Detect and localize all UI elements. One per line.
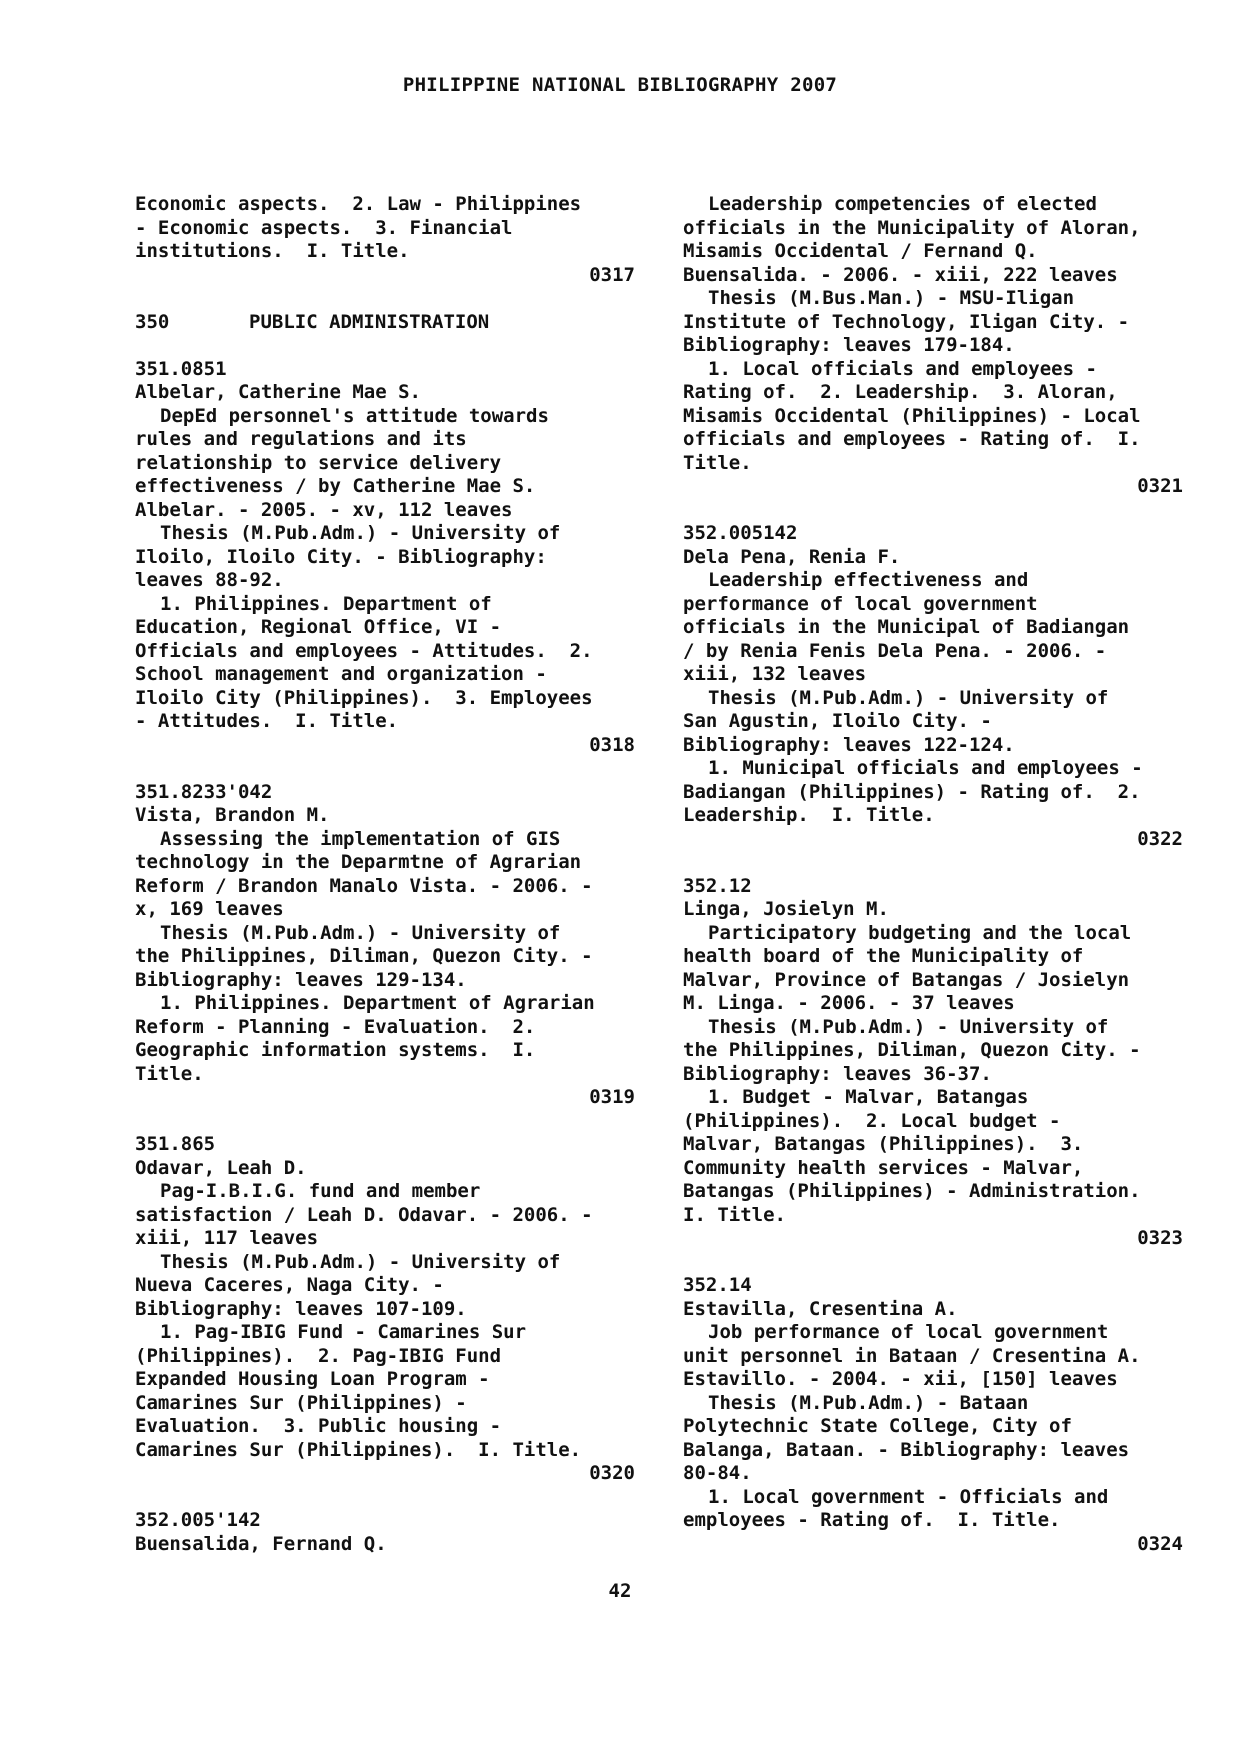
title-line: Estavillo. - 2004. - xii, [150] leaves	[683, 1368, 1118, 1390]
title-line: officials in the Municipality of Aloran,	[683, 216, 1141, 239]
subject-line: I. Title.	[683, 1203, 786, 1226]
note-line: Thesis (M.Bus.Man.) - MSU-Iligan	[708, 287, 1075, 309]
author: Vista, Brandon M.	[135, 804, 330, 826]
subject-line: Community health services - Malvar,	[683, 1156, 1084, 1179]
author: Odavar, Leah D.	[135, 1156, 307, 1179]
right-column	[683, 193, 1183, 1556]
subject-line: Expanded Housing Loan Program -	[135, 1368, 490, 1390]
subject-line: School management and organization -	[135, 663, 547, 685]
continued-entry	[135, 193, 635, 287]
class-number: 352.12	[683, 874, 752, 897]
left-column	[135, 193, 635, 1556]
note-line: Thesis (M.Pub.Adm.) - University of	[708, 1015, 1109, 1038]
subject-line: Malvar, Batangas (Philippines). 3.	[683, 1133, 1084, 1155]
note-line: Thesis (M.Pub.Adm.) - Bataan	[708, 1391, 1029, 1414]
subject-line: Badiangan (Philippines) - Rating of. 2.	[683, 780, 1141, 803]
title-line: Albelar. - 2005. - xv, 112 leaves	[135, 498, 513, 521]
title-line: DepEd personnel's attitude towards	[160, 404, 549, 427]
subject-line: Title.	[135, 1062, 204, 1085]
title-line: M. Linga. - 2006. - 37 leaves	[683, 992, 1015, 1014]
subject-line: Iloilo City (Philippines). 3. Employees	[135, 686, 593, 709]
section-name: PUBLIC ADMINISTRATION	[249, 310, 490, 333]
class-number: 351.8233'042	[135, 780, 273, 803]
title-line: Participatory budgeting and the local	[708, 921, 1132, 944]
title-line: Malvar, Province of Batangas / Josielyn	[683, 968, 1130, 991]
entry-number: 0317	[589, 263, 635, 286]
note-line: the Philippines, Diliman, Quezon City. -	[683, 1039, 1141, 1061]
title-line: Leadership competencies of elected	[708, 193, 1097, 215]
author: Linga, Josielyn M.	[683, 898, 889, 920]
title-line: Misamis Occidental / Fernand Q.	[683, 240, 1038, 262]
note-line: Bibliography: leaves 122-124.	[683, 733, 1015, 756]
subject-line: Leadership. I. Title.	[683, 804, 935, 826]
note-line: Thesis (M.Pub.Adm.) - University of	[160, 1250, 561, 1273]
entry-number: 0322	[1137, 827, 1183, 850]
section-number: 350	[135, 310, 170, 333]
note-line: Iloilo, Iloilo City. - Bibliography:	[135, 545, 547, 568]
title-line: Job performance of local government	[708, 1321, 1109, 1343]
subject-line: - Economic aspects. 3. Financial	[135, 216, 513, 239]
subject-line: (Philippines). 2. Pag-IBIG Fund	[135, 1344, 502, 1367]
subject-line: employees - Rating of. I. Title.	[683, 1509, 1061, 1531]
subject-line: institutions. I. Title.	[135, 240, 410, 262]
subject-line: Officials and employees - Attitudes. 2.	[135, 639, 593, 662]
subject-line: Evaluation. 3. Public housing -	[135, 1415, 502, 1437]
bib-entry	[683, 522, 1183, 851]
subject-line: Rating of. 2. Leadership. 3. Aloran,	[683, 381, 1118, 403]
title-line: / by Renia Fenis Dela Pena. - 2006. -	[683, 639, 1107, 662]
title-line: rules and regulations and its	[135, 428, 467, 450]
subject-line: 1. Philippines. Department of	[160, 592, 492, 615]
subject-line: Geographic information systems. I.	[135, 1039, 536, 1061]
subject-line: 1. Local government - Officials and	[708, 1485, 1109, 1508]
page-number: 42	[608, 1580, 632, 1602]
bib-entry	[683, 1274, 1183, 1556]
subject-line: Title.	[683, 451, 752, 474]
note-line: Bibliography: leaves 36-37.	[683, 1062, 992, 1085]
class-number: 351.865	[135, 1133, 216, 1155]
entry-number: 0318	[589, 733, 635, 756]
subject-line: Camarines Sur (Philippines). I. Title.	[135, 1438, 582, 1461]
note-line: 80-84.	[683, 1462, 752, 1484]
title-line: relationship to service delivery	[135, 451, 502, 474]
subject-line: officials and employees - Rating of. I.	[683, 428, 1141, 450]
author: Estavilla, Cresentina A.	[683, 1297, 958, 1320]
note-line: the Philippines, Diliman, Quezon City. -	[135, 945, 593, 967]
title-line: x, 169 leaves	[135, 898, 284, 920]
entry-number: 0323	[1137, 1227, 1183, 1249]
title-line: health board of the Municipality of	[683, 945, 1084, 967]
title-line: Assessing the implementation of GIS	[160, 827, 561, 850]
subject-line: Reform - Planning - Evaluation. 2.	[135, 1015, 536, 1038]
bib-entry-start	[135, 1509, 635, 1556]
title-line: Pag-I.B.I.G. fund and member	[160, 1180, 481, 1202]
subject-line: Batangas (Philippines) - Administration.	[683, 1180, 1141, 1202]
subject-line: - Attitudes. I. Title.	[135, 710, 399, 732]
entry-number: 0320	[589, 1462, 635, 1484]
subject-line: 1. Pag-IBIG Fund - Camarines Sur	[160, 1321, 527, 1343]
class-number: 352.005142	[683, 522, 798, 544]
author: Albelar, Catherine Mae S.	[135, 381, 421, 403]
note-line: Balanga, Bataan. - Bibliography: leaves	[683, 1438, 1130, 1461]
subject-line: Misamis Occidental (Philippines) - Local	[683, 404, 1141, 427]
note-line: Thesis (M.Pub.Adm.) - University of	[160, 921, 561, 944]
title-line: xiii, 117 leaves	[135, 1227, 319, 1249]
note-line: Bibliography: leaves 129-134.	[135, 968, 467, 991]
class-number: 352.005'142	[135, 1509, 261, 1531]
note-line: Institute of Technology, Iligan City. -	[683, 310, 1130, 333]
subject-line: 1. Budget - Malvar, Batangas	[708, 1086, 1029, 1108]
subject-line: 1. Local officials and employees -	[708, 357, 1097, 380]
class-number: 352.14	[683, 1274, 752, 1296]
section-heading	[135, 311, 635, 335]
title-line: unit personnel in Bataan / Cresentina A.	[683, 1344, 1141, 1367]
subject-line: Economic aspects. 2. Law - Philippines	[135, 193, 582, 215]
note-line: Thesis (M.Pub.Adm.) - University of	[160, 522, 561, 544]
bib-entry	[135, 358, 635, 758]
author: Dela Pena, Renia F.	[683, 545, 901, 568]
subject-line: Education, Regional Office, VI -	[135, 616, 502, 638]
subject-line: (Philippines). 2. Local budget -	[683, 1109, 1061, 1132]
title-line: effectiveness / by Catherine Mae S.	[135, 475, 536, 497]
title-line: satisfaction / Leah D. Odavar. - 2006. -	[135, 1203, 593, 1226]
author: Buensalida, Fernand Q.	[135, 1532, 387, 1555]
entry-number: 0319	[589, 1086, 635, 1108]
page-header: PHILIPPINE NATIONAL BIBLIOGRAPHY 2007	[402, 74, 838, 96]
bib-entry	[683, 875, 1183, 1251]
title-line: Leadership effectiveness and	[708, 569, 1029, 591]
note-line: Polytechnic State College, City of	[683, 1415, 1072, 1437]
continued-entry	[683, 193, 1183, 499]
note-line: Thesis (M.Pub.Adm.) - University of	[708, 686, 1109, 709]
title-line: officials in the Municipal of Badiangan	[683, 616, 1130, 638]
subject-line: 1. Philippines. Department of Agrarian	[160, 992, 595, 1014]
title-line: xiii, 132 leaves	[683, 663, 867, 685]
title-line: performance of local government	[683, 592, 1038, 615]
note-line: Bibliography: leaves 107-109.	[135, 1297, 467, 1320]
note-line: leaves 88-92.	[135, 569, 284, 591]
note-line: Nueva Caceres, Naga City. -	[135, 1274, 444, 1296]
bib-entry	[135, 1133, 635, 1486]
class-number: 351.0851	[135, 357, 227, 380]
note-line: San Agustin, Iloilo City. -	[683, 710, 992, 732]
subject-line: Camarines Sur (Philippines) -	[135, 1391, 467, 1414]
entry-number: 0321	[1137, 475, 1183, 497]
bib-entry	[135, 781, 635, 1110]
title-line: Reform / Brandon Manalo Vista. - 2006. -	[135, 874, 593, 897]
entry-number: 0324	[1137, 1532, 1183, 1555]
title-line: technology in the Deparmtne of Agrarian	[135, 851, 582, 873]
note-line: Bibliography: leaves 179-184.	[683, 334, 1015, 356]
title-line: Buensalida. - 2006. - xiii, 222 leaves	[683, 263, 1118, 286]
subject-line: 1. Municipal officials and employees -	[708, 757, 1143, 779]
